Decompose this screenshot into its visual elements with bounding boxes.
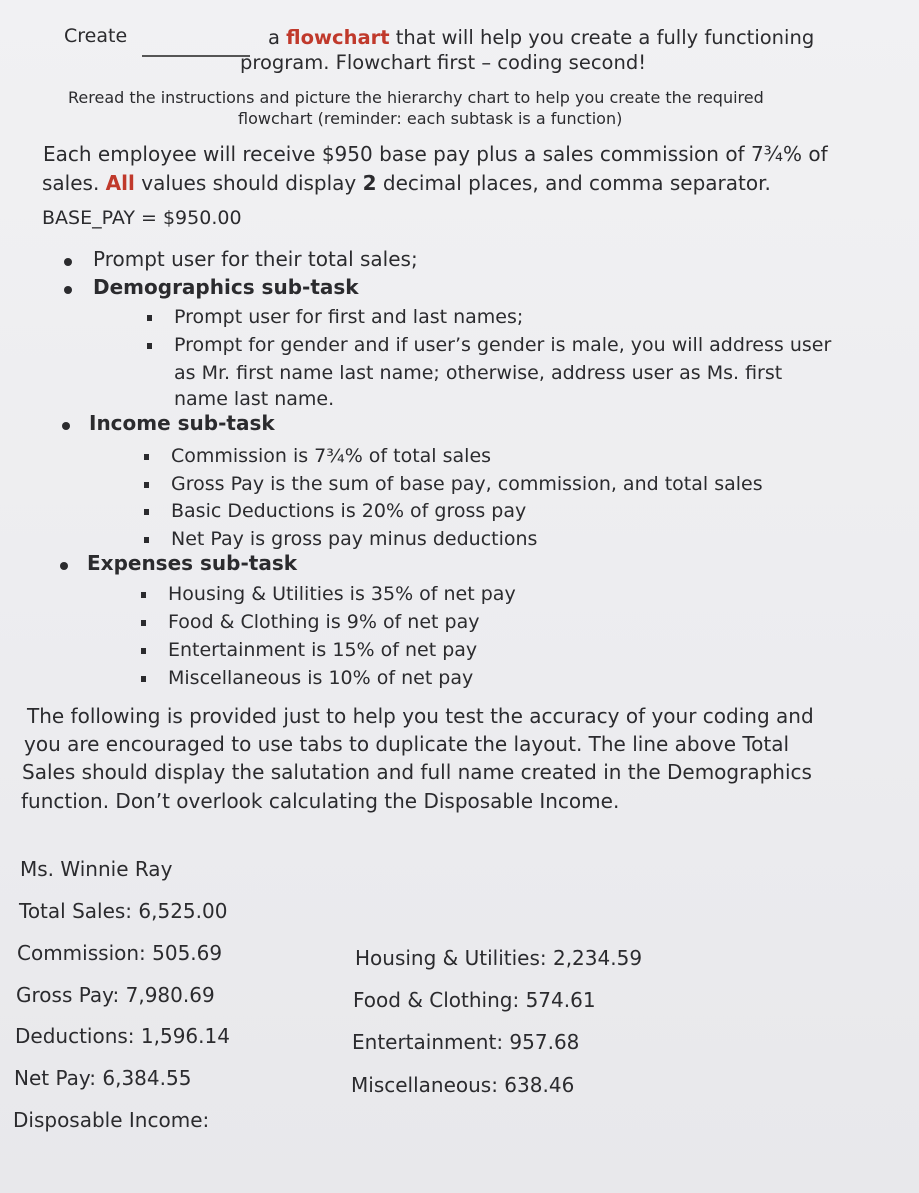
output-housing: Housing & Utilities: 2,234.59 <box>355 946 643 970</box>
flowchart-keyword: flowchart <box>286 26 390 49</box>
demographics-item-2-line-1: Prompt for gender and if user’s gender is male, you will address user <box>174 334 832 356</box>
output-commission: Commission: 505.69 <box>17 941 223 965</box>
pay-line-1: Each employee will receive $950 base pay plus a sales commission of 7¾% of <box>43 142 828 166</box>
prompt-sales-item: Prompt user for their total sales; <box>93 247 418 271</box>
bullet-square-icon <box>141 676 146 682</box>
output-disposable-income: Disposable Income: <box>13 1108 210 1132</box>
output-entertainment: Entertainment: 957.68 <box>352 1030 580 1054</box>
test-intro-line-4: function. Don’t overlook calculating the Disposable Income. <box>21 789 620 813</box>
reread-line-1: Reread the instructions and picture the hierarchy chart to help you create the required <box>68 88 764 107</box>
bullet-square-icon <box>144 482 149 488</box>
bullet-dot-icon <box>60 562 68 570</box>
instruction-line-1 <box>268 26 814 49</box>
output-miscellaneous: Miscellaneous: 638.46 <box>351 1073 575 1097</box>
demographics-item-1: Prompt user for first and last names; <box>174 306 524 328</box>
expenses-title: Expenses sub-task <box>87 551 298 575</box>
demographics-item-2-line-3: name last name. <box>174 388 335 410</box>
output-total-sales: Total Sales: 6,525.00 <box>19 899 228 923</box>
pay-line-2-c: decimal places, and comma separator. <box>376 171 771 195</box>
create-word: Create <box>64 25 128 47</box>
bullet-square-icon <box>144 509 149 515</box>
test-intro-line-3: Sales should display the salutation and full name created in the Demographics <box>22 760 812 784</box>
expenses-item: Housing & Utilities is 35% of net pay <box>168 583 516 605</box>
bullet-square-icon <box>144 537 149 543</box>
reread-line-2: flowchart (reminder: each subtask is a function) <box>238 109 623 128</box>
instruction-a: a <box>268 26 287 49</box>
bullet-square-icon <box>141 620 146 626</box>
pay-line-2-b: values should display <box>134 171 363 195</box>
pay-line-2 <box>42 171 771 195</box>
test-intro-line-2: you are encouraged to use tabs to duplicate the layout. The line above Total <box>24 732 790 756</box>
bullet-square-icon <box>144 454 149 460</box>
income-item: Gross Pay is the sum of base pay, commission, and total sales <box>171 473 763 495</box>
income-item: Commission is 7¾% of total sales <box>171 445 492 467</box>
expenses-item: Food & Clothing is 9% of net pay <box>168 611 480 633</box>
two-keyword: 2 <box>362 171 377 195</box>
bullet-dot-icon <box>64 286 72 294</box>
instruction-line-2: program. Flowchart first – coding second! <box>240 51 647 74</box>
income-title: Income sub-task <box>89 411 275 435</box>
demographics-item-2-line-2: as Mr. first name last name; otherwise, address user as Ms. first <box>174 362 783 384</box>
all-keyword: All <box>105 171 135 195</box>
expenses-item: Entertainment is 15% of net pay <box>168 639 478 661</box>
instruction-rest: that will help you create a fully functioning <box>389 26 815 49</box>
demographics-title: Demographics sub-task <box>93 275 359 299</box>
output-gross-pay: Gross Pay: 7,980.69 <box>16 983 215 1007</box>
test-intro-line-1: The following is provided just to help you test the accuracy of your coding and <box>27 704 814 728</box>
base-pay-constant: BASE_PAY = $950.00 <box>42 207 242 229</box>
output-food: Food & Clothing: 574.61 <box>353 988 596 1012</box>
output-net-pay: Net Pay: 6,384.55 <box>14 1066 192 1090</box>
blank-underline <box>142 55 250 57</box>
bullet-square-icon <box>147 315 152 321</box>
bullet-square-icon <box>147 343 152 349</box>
pay-line-2-a: sales. <box>42 171 106 195</box>
bullet-square-icon <box>141 648 146 654</box>
income-item: Net Pay is gross pay minus deductions <box>171 528 538 550</box>
expenses-item: Miscellaneous is 10% of net pay <box>168 667 474 689</box>
output-deductions: Deductions: 1,596.14 <box>15 1024 230 1048</box>
bullet-dot-icon <box>64 258 72 266</box>
income-item: Basic Deductions is 20% of gross pay <box>171 500 527 522</box>
bullet-square-icon <box>141 592 146 598</box>
bullet-dot-icon <box>62 422 70 430</box>
output-name: Ms. Winnie Ray <box>20 857 173 881</box>
